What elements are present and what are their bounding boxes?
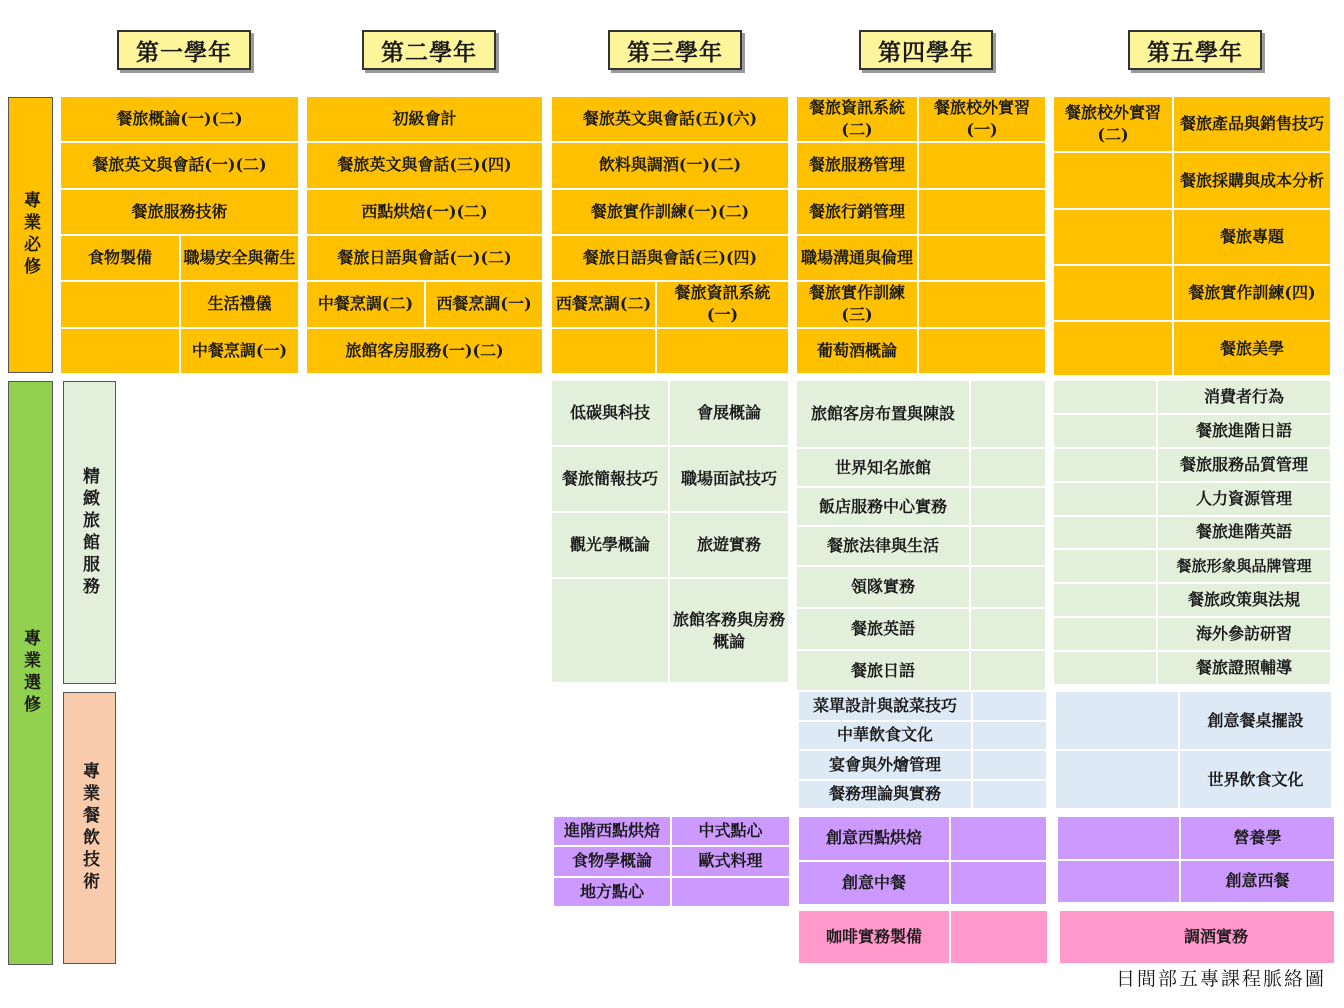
course-cell: 西餐烹調(一) [426,282,542,326]
empty-cell [971,449,1045,486]
y4-blue-electives [799,692,1046,808]
course-cell: 餐旅產品與銷售技巧 [1174,97,1330,151]
empty-cell [61,282,179,326]
empty-cell [1054,153,1172,208]
year-header-4: 第四學年 [859,30,993,70]
empty-cell [1054,584,1156,616]
course-cell: 旅館客務與房務概論 [670,579,788,682]
course-cell: 創意西點烘焙 [799,817,949,860]
course-cell: 餐旅英語 [797,609,969,649]
course-cell: 領隊實務 [797,567,969,607]
course-cell: 葡萄酒概論 [797,329,917,373]
course-cell: 人力資源管理 [1158,483,1330,515]
course-cell: 生活禮儀 [181,282,298,326]
empty-cell [552,329,655,373]
empty-cell [1054,618,1156,650]
course-cell: 餐旅服務品質管理 [1158,449,1330,481]
course-cell: 初級會計 [307,97,542,141]
course-cell: 餐旅美學 [1174,322,1330,375]
course-cell: 中華飲食文化 [799,722,971,750]
empty-cell [1054,483,1156,515]
elective-label: 專業選修 [8,381,53,965]
empty-cell [973,692,1046,720]
course-cell: 餐旅日語與會話(三)(四) [552,236,788,280]
y4-required-grid [797,97,1045,373]
y4-hotel-electives [797,381,1045,684]
diagram-caption: 日間部五專課程脈絡圖 [1115,968,1326,990]
empty-cell [1054,652,1156,684]
year-header-2: 第二學年 [362,30,496,70]
course-cell: 餐旅實作訓練(四) [1174,266,1330,320]
course-cell: 西餐烹調(二) [552,282,655,326]
empty-cell [919,282,1045,326]
course-cell: 餐旅服務管理 [797,143,917,187]
empty-cell [61,329,179,373]
course-cell: 中式點心 [672,817,789,845]
empty-cell [973,751,1046,779]
course-cell: 營養學 [1181,817,1334,859]
y1-required-grid [61,97,298,373]
y4-culinary-electives [799,817,1046,904]
empty-cell [951,817,1046,860]
y3-hotel-electives [552,381,788,684]
empty-cell [1058,861,1179,903]
empty-cell [1054,550,1156,582]
year-header-1: 第一學年 [117,30,251,70]
course-cell: 餐旅專題 [1174,210,1330,264]
empty-cell [1058,817,1179,859]
empty-cell [1056,692,1178,749]
empty-cell [1054,517,1156,549]
course-cell: 食物學概論 [554,847,670,875]
course-cell: 飯店服務中心實務 [797,488,969,525]
y5-required-grid [1054,97,1330,373]
year-header-5: 第五學年 [1128,30,1262,70]
year-header-3: 第三學年 [608,30,742,70]
course-cell: 職場面試技巧 [670,447,788,511]
course-cell: 餐旅形象與品牌管理 [1158,550,1330,582]
course-cell: 旅遊實務 [670,513,788,577]
course-cell: 海外參訪研習 [1158,618,1330,650]
course-cell: 進階西點烘焙 [554,817,670,845]
empty-cell [1056,751,1178,808]
empty-cell [919,143,1045,187]
course-cell: 餐旅政策與法規 [1158,584,1330,616]
course-cell: 餐旅資訊系統(二) [797,97,917,141]
course-cell: 食物製備 [61,236,179,280]
empty-cell [971,609,1045,649]
course-cell: 餐旅日語與會話(一)(二) [307,236,542,280]
course-cell: 餐旅簡報技巧 [552,447,668,511]
required-label: 專業必修 [8,97,53,373]
y5-blue-electives [1056,692,1331,808]
course-cell: 西點烘焙(一)(二) [307,190,542,234]
course-cell: 歐式料理 [672,847,789,875]
course-cell: 觀光學概論 [552,513,668,577]
course-cell: 調酒實務 [1060,911,1334,963]
empty-cell [1054,266,1172,320]
course-cell: 餐旅進階英語 [1158,517,1330,549]
culinary-track-label: 專業餐飲技術 [63,692,116,964]
course-cell: 餐旅證照輔導 [1158,652,1330,684]
empty-cell [971,567,1045,607]
course-cell: 餐旅資訊系統(一) [657,282,788,326]
hotel-track-label: 精緻旅館服務 [63,381,116,684]
empty-cell [1054,415,1156,447]
empty-cell [672,878,789,906]
course-cell: 餐旅校外實習(一) [919,97,1045,141]
course-cell: 飲料與調酒(一)(二) [552,143,788,187]
empty-cell [1054,449,1156,481]
course-cell: 中餐烹調(二) [307,282,424,326]
y5-hotel-electives [1054,381,1330,684]
course-cell: 創意餐桌擺設 [1180,692,1331,749]
course-cell: 餐旅實作訓練(三) [797,282,917,326]
empty-cell [951,911,1047,963]
empty-cell [657,329,788,373]
course-cell: 低碳與科技 [552,381,668,445]
course-cell: 菜單設計與說菜技巧 [799,692,971,720]
empty-cell [552,579,668,682]
course-cell: 餐旅英文與會話(五)(六) [552,97,788,141]
course-cell: 會展概論 [670,381,788,445]
course-cell: 創意中餐 [799,862,949,905]
empty-cell [919,236,1045,280]
course-cell: 咖啡實務製備 [799,911,949,963]
course-cell: 餐旅日語 [797,651,969,690]
course-cell: 餐旅進階日語 [1158,415,1330,447]
course-cell: 創意西餐 [1181,861,1334,903]
empty-cell [919,190,1045,234]
course-cell: 餐旅採購與成本分析 [1174,153,1330,208]
y2-required-grid [307,97,542,373]
course-cell: 餐旅服務技術 [61,190,298,234]
course-cell: 地方點心 [554,878,670,906]
course-cell: 餐旅英文與會話(三)(四) [307,143,542,187]
course-cell: 餐旅概論(一)(二) [61,97,298,141]
empty-cell [971,651,1045,690]
course-cell: 世界知名旅館 [797,449,969,486]
y4-pink-electives [799,911,1047,963]
course-cell: 職場安全與衛生 [181,236,298,280]
course-cell: 餐旅實作訓練(一)(二) [552,190,788,234]
course-cell: 世界飲食文化 [1180,751,1331,808]
empty-cell [971,527,1045,565]
empty-cell [919,329,1045,373]
empty-cell [973,781,1046,809]
y5-culinary-electives [1058,817,1334,902]
course-cell: 餐旅校外實習(二) [1054,97,1172,151]
course-cell: 餐務理論與實務 [799,781,971,809]
course-cell: 餐旅英文與會話(一)(二) [61,143,298,187]
empty-cell [973,722,1046,750]
course-cell: 職場溝通與倫理 [797,236,917,280]
course-cell: 旅館客房服務(一)(二) [307,329,542,373]
course-cell: 餐旅行銷管理 [797,190,917,234]
empty-cell [971,381,1045,447]
course-cell: 餐旅法律與生活 [797,527,969,565]
course-cell: 旅館客房布置與陳設 [797,381,969,447]
empty-cell [1054,210,1172,264]
y3-culinary-electives [554,817,789,906]
empty-cell [971,488,1045,525]
empty-cell [1054,322,1172,375]
empty-cell [951,862,1046,905]
course-cell: 宴會與外燴管理 [799,751,971,779]
y3-required-grid [552,97,788,373]
empty-cell [1054,381,1156,413]
y5-pink-electives [1060,911,1334,963]
course-cell: 消費者行為 [1158,381,1330,413]
course-cell: 中餐烹調(一) [181,329,298,373]
